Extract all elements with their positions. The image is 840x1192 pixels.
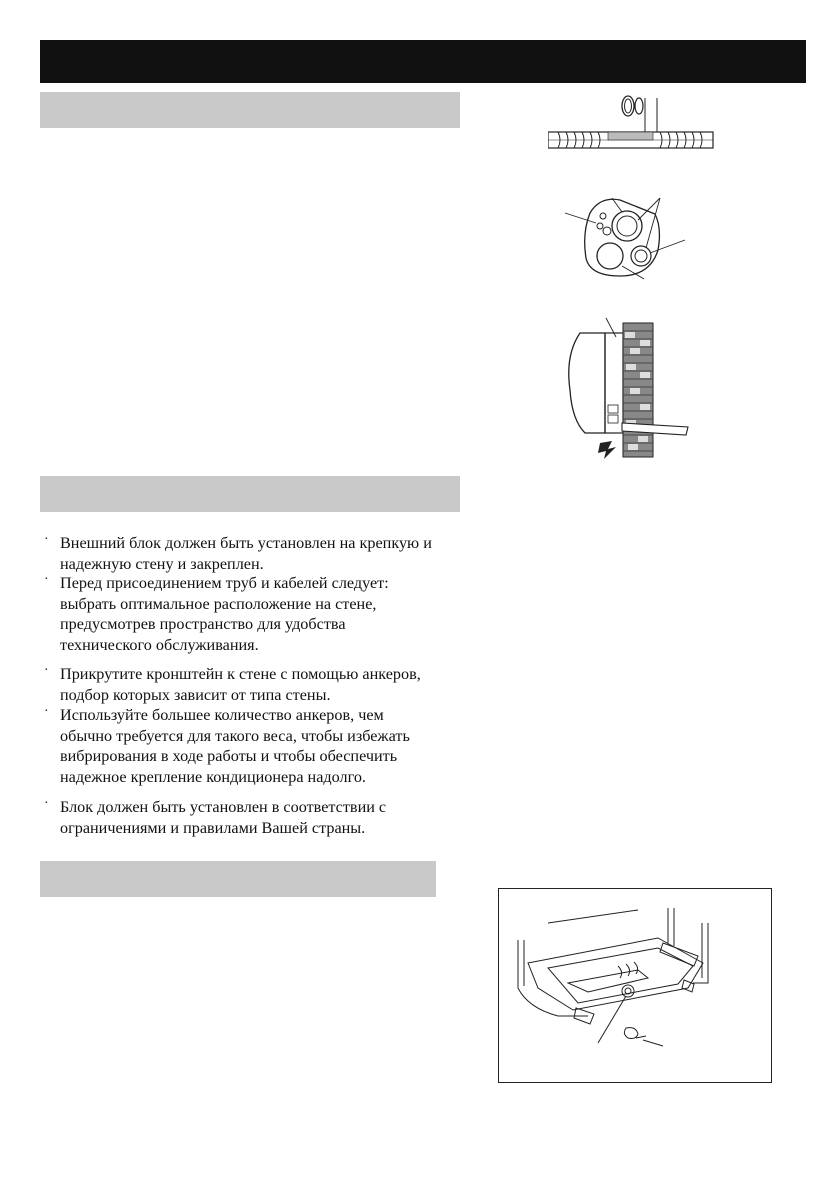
list-item: · Внешний блок должен быть установлен на крепкую и надежную стену и закреплен. xyxy=(44,532,432,573)
bullet-dot: · xyxy=(44,532,49,547)
list-item: · Прикрутите кронштейн к стене с помощью анкеров, подбор которых зависит от типа стены. xyxy=(44,663,421,704)
list-item: · Блок должен быть установлен в соответствии с ограничениями и правилами Вашей страны. xyxy=(44,796,387,837)
requirements-list xyxy=(42,533,482,838)
bullet-dot: · xyxy=(44,796,49,811)
unit-wall-figure xyxy=(560,315,690,460)
list-item: · Используйте большее количество анкеров, чем обычно требуется для такого веса, чтобы избежать вибрирования в ходе работы и чтобы обеспечить надежное крепление кондиционера надолго. xyxy=(44,704,410,786)
pipe-bundle-figure xyxy=(560,188,690,283)
list-item: · Перед присоединением труб и кабелей следует: выбрать оптимальное расположение на стене, предусмотрев пространство для удобства технического обслуживания. xyxy=(44,572,389,654)
bullet-dot: · xyxy=(44,663,49,678)
section-header-1 xyxy=(40,92,460,128)
bullet-dot: · xyxy=(44,572,49,587)
pipe-insulation-figure xyxy=(548,92,718,154)
drain-joint-figure xyxy=(498,888,772,1083)
bullet-dot: · xyxy=(44,704,49,719)
header-bar xyxy=(40,40,806,83)
section-header-2 xyxy=(40,476,460,512)
section-header-3 xyxy=(40,861,436,897)
